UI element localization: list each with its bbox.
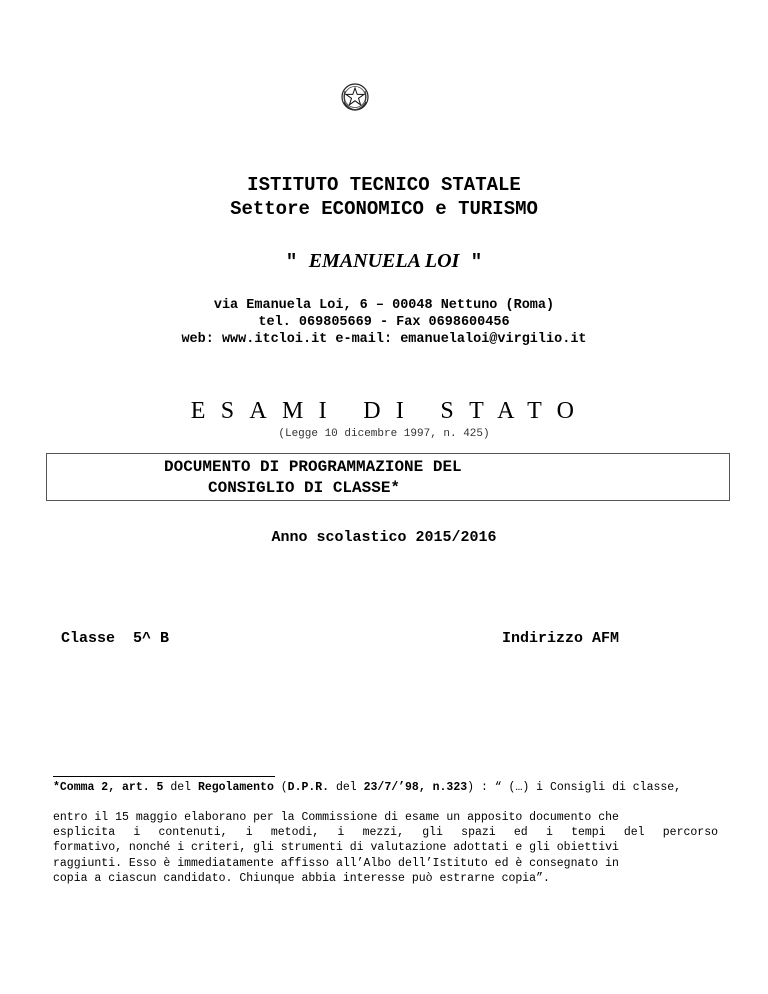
address-track-label: Indirizzo AFM	[502, 630, 620, 647]
footnote-text: del	[163, 781, 198, 794]
law-reference: (Legge 10 dicembre 1997, n. 425)	[278, 428, 490, 440]
footnote-line: esplicita i contenuti, i metodi, i mezzi, gli spazi ed i tempi del percorso	[53, 826, 718, 840]
document-title-line2: CONSIGLIO DI CLASSE*	[208, 479, 401, 497]
school-close-quote: "	[470, 251, 483, 273]
school-year: Anno scolastico 2015/2016	[271, 529, 497, 546]
school-name-line	[0, 249, 768, 274]
footnote-line: raggiunti. Esso è immediatamente affisso all’Albo dell’Istituto ed è consegnato in	[53, 856, 619, 870]
footnote-line: entro il 15 maggio elaborano per la Commissione di esame un apposito documento che	[53, 811, 619, 824]
italian-republic-emblem-icon	[340, 82, 370, 112]
footnote-divider	[53, 776, 275, 777]
footnote-line: copia a ciascun candidato. Chiunque abbia interesse può estrarne copia”.	[53, 871, 550, 885]
footnote-date: 23/7/’98, n.323	[363, 781, 468, 794]
school-open-quote: "	[285, 251, 298, 273]
institute-title: ISTITUTO TECNICO STATALE	[247, 174, 521, 196]
institute-sector: Settore ECONOMICO e TURISMO	[230, 198, 538, 220]
school-name: EMANUELA LOI	[308, 250, 460, 272]
address-web-email: web: www.itcloi.it e-mail: emanuelaloi@virgilio.it	[181, 332, 587, 347]
class-label: Classe 5^ B	[61, 630, 170, 647]
footnote-comma: *Comma 2, art. 5	[53, 781, 164, 794]
footnote-regolamento: Regolamento	[197, 781, 274, 794]
footnote-dpr: D.P.R.	[287, 781, 330, 794]
footnote-text: (	[273, 781, 288, 794]
footnote-line: formativo, nonché i criteri, gli strumenti di valutazione adottati e gli obiettivi	[53, 841, 619, 855]
footnote-reference	[53, 780, 718, 795]
footnote-body	[53, 810, 718, 886]
address-phone: tel. 069805669 - Fax 0698600456	[258, 315, 510, 330]
address-street: via Emanuela Loi, 6 – 00048 Nettuno (Roma)	[213, 298, 555, 313]
footnote-text: ) : “ (…) i Consigli di classe,	[467, 781, 682, 794]
footnote-text: del	[329, 781, 364, 794]
exam-title: ESAMI DI STATO	[190, 398, 590, 424]
document-title-line1: DOCUMENTO DI PROGRAMMAZIONE DEL	[164, 458, 462, 476]
